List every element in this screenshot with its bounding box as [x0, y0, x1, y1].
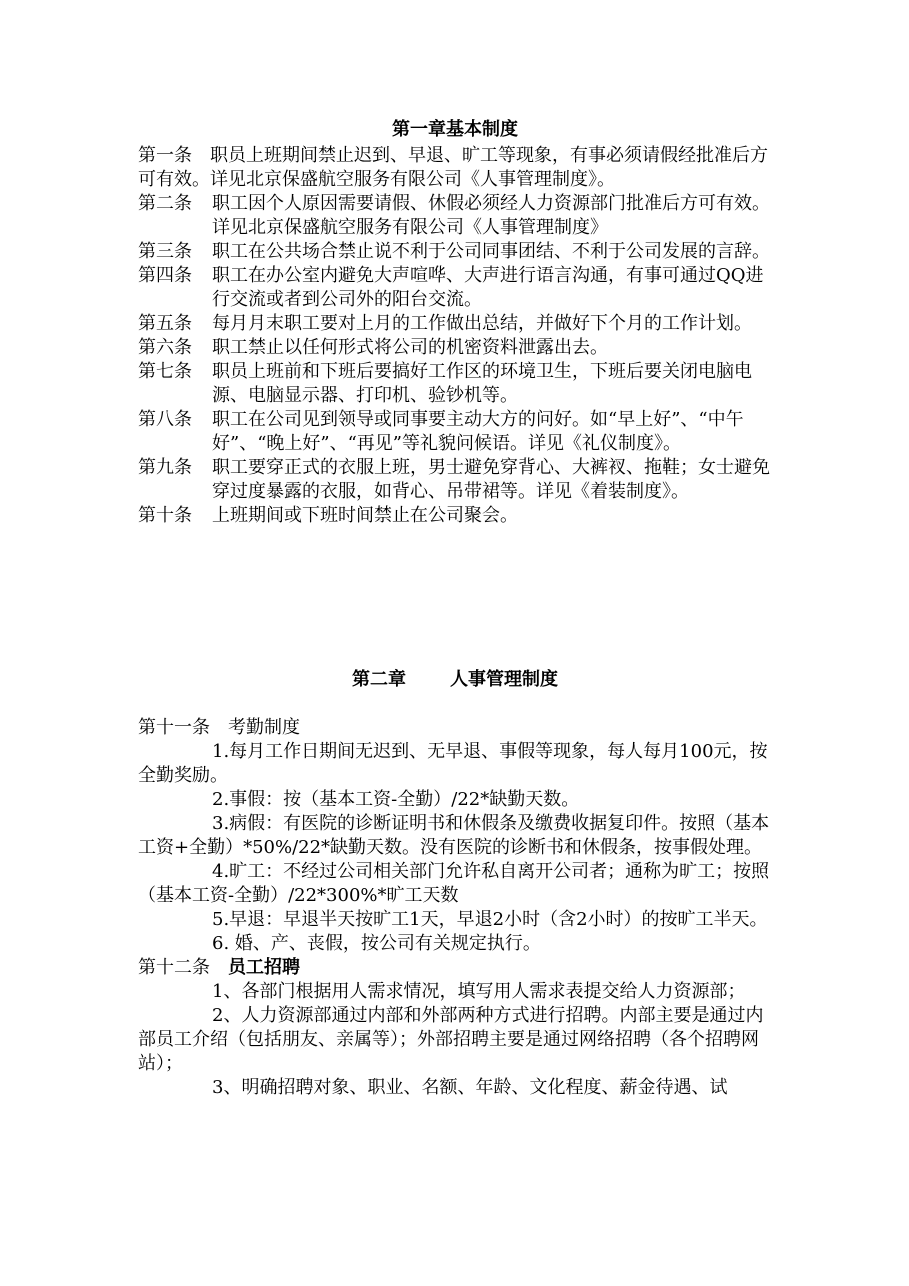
article-12-heading: [138, 956, 772, 980]
chapter2-name: 人事管理制度: [450, 669, 558, 690]
article-number: 第八条: [138, 409, 192, 430]
article-4: [138, 264, 772, 312]
art11-item-3: 3.病假：有医院的诊断证明书和休假条及缴费收据复印件。按照（基本工资+全勤）*50%/22*缺勤天数。没有医院的诊断书和休假条，按事假处理。: [138, 813, 770, 858]
article-11-heading: [138, 716, 772, 740]
article-number: 第一条: [138, 145, 192, 166]
chapter2-body: [138, 716, 772, 1100]
article-text: 职工在公共场合禁止说不利于公司同事团结、不利于公司发展的言辞。: [212, 241, 770, 262]
article-title: 考勤制度: [228, 717, 300, 738]
article-3: [138, 240, 772, 264]
article-8: [138, 408, 772, 456]
art12-item-1: 1、各部门根据用人需求情况，填写用人需求表提交给人力资源部；: [212, 981, 746, 1002]
chapter2-title: [138, 668, 772, 692]
article-number: 第七条: [138, 361, 192, 382]
chapter2-number: 第二章: [352, 669, 406, 690]
chapter1-title: 第一章基本制度: [392, 119, 518, 140]
article-number: 第十二条: [138, 957, 210, 978]
article-number: 第九条: [138, 457, 192, 478]
article-number: 第十条: [138, 505, 192, 526]
article-text: 职工因个人原因需要请假、休假必须经人力资源部门批准后方可有效。详见北京保盛航空服务有限公司《人事管理制度》: [212, 193, 770, 238]
article-number: 第三条: [138, 241, 192, 262]
article-number: 第五条: [138, 313, 192, 334]
art11-item-2: 2.事假：按（基本工资-全勤）/22*缺勤天数。: [212, 789, 580, 810]
article-text: 职工禁止以任何形式将公司的机密资料泄露出去。: [212, 337, 608, 358]
art11-item-6: 6. 婚、产、丧假，按公司有关规定执行。: [212, 933, 541, 954]
art11-item-1: 1.每月工作日期间无迟到、无早退、事假等现象，每人每月100元，按全勤奖励。: [138, 741, 768, 786]
article-6: [138, 336, 772, 360]
art12-item-3: 3、明确招聘对象、职业、名额、年龄、文化程度、薪金待遇、试: [212, 1077, 728, 1098]
article-1: [138, 144, 772, 192]
art11-item-5: 5.早退：早退半天按旷工1天，早退2小时（含2小时）的按旷工半天。: [212, 909, 768, 930]
article-number: 第十一条: [138, 717, 210, 738]
art12-item-2: 2、人力资源部通过内部和外部两种方式进行招聘。内部主要是通过内部员工介绍（包括朋友、亲属等）；外部招聘主要是通过网络招聘（各个招聘网站）；: [138, 1005, 764, 1074]
article-text: 上班期间或下班时间禁止在公司聚会。: [212, 505, 518, 526]
article-5: [138, 312, 772, 336]
art11-item-4: 4.旷工：不经过公司相关部门允许私自离开公司者；通称为旷工；按照（基本工资-全勤）/22*300%*旷工天数: [138, 861, 770, 906]
article-10: [138, 504, 772, 528]
article-text: 职工要穿正式的衣服上班，男士避免穿背心、大裤衩、拖鞋；女士避免穿过度暴露的衣服，如背心、吊带裙等。详见《着装制度》。: [212, 457, 770, 502]
article-number: 第二条: [138, 193, 192, 214]
chapter1-body: [138, 144, 772, 528]
article-9: [138, 456, 772, 504]
article-text: 职员上班前和下班后要搞好工作区的环境卫生，下班后要关闭电脑电源、电脑显示器、打印机、验钞机等。: [212, 361, 752, 406]
article-text: 职工在办公室内避免大声喧哗、大声进行语言沟通，有事可通过QQ进行交流或者到公司外的阳台交流。: [212, 265, 764, 310]
article-2: [138, 192, 772, 240]
article-number: 第四条: [138, 265, 192, 286]
article-text: 职员上班期间禁止迟到、早退、旷工等现象，有事必须请假经批准后方可有效。详见北京保盛航空服务有限公司《人事管理制度》。: [138, 145, 768, 190]
article-text: 每月月末职工要对上月的工作做出总结，并做好下个月的工作计划。: [212, 313, 752, 334]
article-number: 第六条: [138, 337, 192, 358]
article-7: [138, 360, 772, 408]
article-text: 职工在公司见到领导或同事要主动大方的问好。如“早上好”、“中午好”、“晚上好”、“再见”等礼貌问候语。详见《礼仪制度》。: [212, 409, 744, 454]
article-title: 员工招聘: [228, 957, 300, 978]
